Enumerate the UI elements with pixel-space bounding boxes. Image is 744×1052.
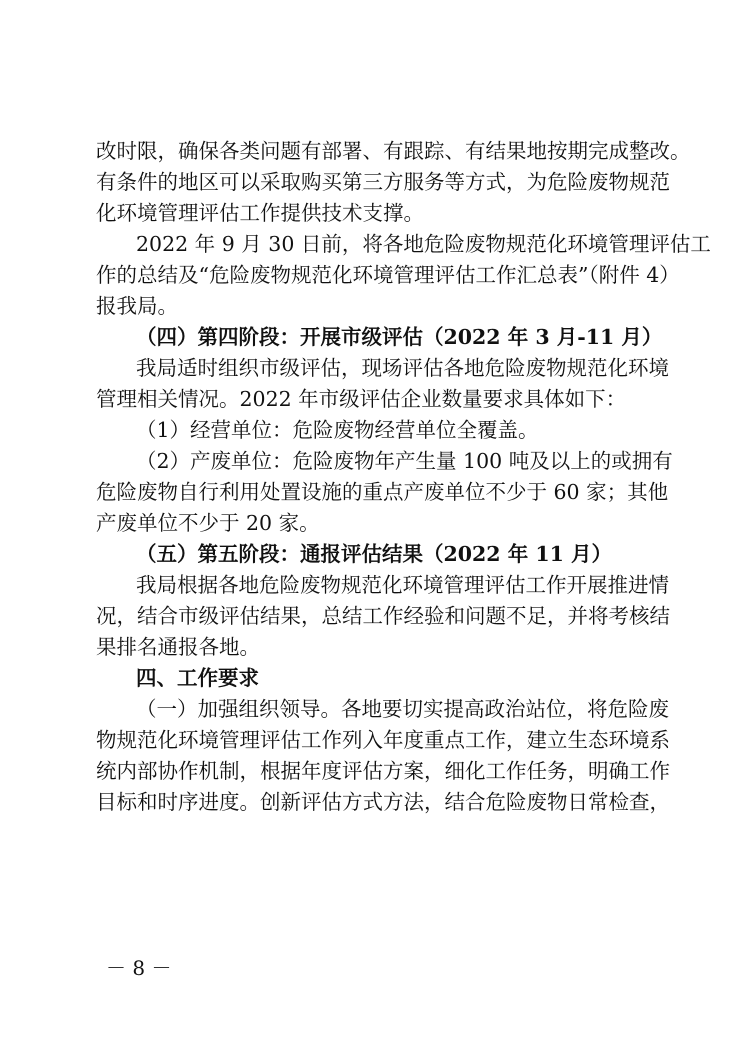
text-line: 统内部协作机制，根据年度评估方案，细化工作任务，明确工作 [96, 759, 670, 783]
text-line: （一）加强组织领导。各地要切实提高政治站位，将危险废 [136, 697, 669, 721]
section-heading-stage-5: （五）第五阶段：通报评估结果（2022 年 11 月） [136, 542, 612, 566]
text-line: 有条件的地区可以采取购买第三方服务等方式，为危险废物规范 [96, 170, 670, 194]
page-number: － 8 － [106, 956, 172, 980]
section-heading-stage-4: （四）第四阶段：开展市级评估（2022 年 3 月-11 月） [136, 325, 663, 349]
text-line: 管理相关情况。2022 年市级评估企业数量要求具体如下： [96, 387, 627, 411]
text-line: 我局适时组织市级评估，现场评估各地危险废物规范化环境 [136, 356, 669, 380]
text-line: 我局根据各地危险废物规范化环境管理评估工作开展推进情 [136, 573, 669, 597]
document-body [96, 136, 711, 818]
text-line: 报我局。 [96, 294, 178, 318]
text-line: 产废单位不少于 20 家。 [96, 511, 320, 535]
text-line: 化环境管理评估工作提供技术支撑。 [96, 201, 424, 225]
section-heading-work-requirements: 四、工作要求 [136, 666, 259, 690]
text-line: 危险废物自行利用处置设施的重点产废单位不少于 60 家；其他 [96, 480, 669, 504]
text-line: 2022 年 9 月 30 日前，将各地危险废物规范化环境管理评估工 [136, 232, 711, 256]
text-line: （2）产废单位：危险废物年产生量 100 吨及以上的或拥有 [136, 449, 673, 473]
text-line: 果排名通报各地。 [96, 635, 260, 659]
text-line: （1）经营单位：危险废物经营单位全覆盖。 [136, 418, 539, 442]
text-line: 改时限，确保各类问题有部署、有跟踪、有结果地按期完成整改。 [96, 139, 691, 163]
text-line: 况，结合市级评估结果，总结工作经验和问题不足，并将考核结 [96, 604, 670, 628]
text-line: 作的总结及“危险废物规范化环境管理评估工作汇总表”（附件 4） [96, 263, 680, 287]
text-line: 物规范化环境管理评估工作列入年度重点工作，建立生态环境系 [96, 728, 670, 752]
text-line: 目标和时序进度。创新评估方式方法，结合危险废物日常检查， [96, 790, 670, 814]
